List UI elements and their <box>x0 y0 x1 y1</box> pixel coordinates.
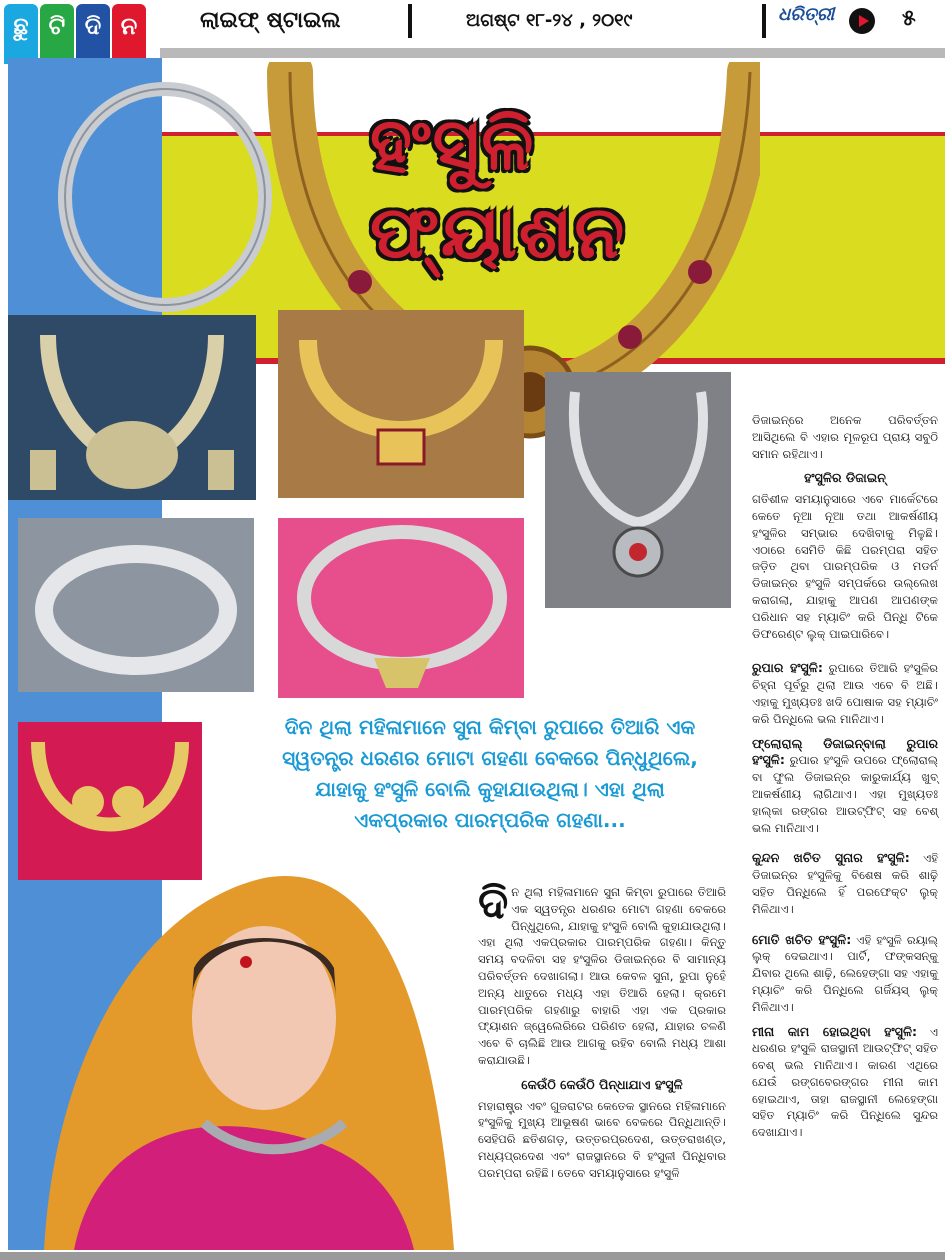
headline: ହଂସୁଳି ଫ୍ୟାଶନ <box>370 101 627 274</box>
section-heading: ହଂସୁଳିର ଡିଜାଇନ୍ <box>804 470 886 486</box>
twisted-silver-hasli-photo <box>545 372 731 608</box>
peacock-hasli-set-photo <box>8 315 256 500</box>
issue-date: ଅଗଷ୍ଟ ୧୮-୨୪ , ୨୦୧୯ <box>466 10 633 31</box>
list-item <box>752 660 938 727</box>
list-item <box>752 850 938 917</box>
model-wearing-hasli-photo <box>14 868 474 1250</box>
item-title: ଫ୍ଲୋରାଲ୍ ଡିଜାଇନ୍‌ବାଲା ରୁପାର ହଂସୁଳି: <box>752 735 938 768</box>
paper-name: ଧରିତ୍ରୀ <box>778 4 835 25</box>
paragraph: ଡିଜାଇନ୍‌ରେ ଅନେକ ପରିବର୍ତ୍ତନ ଆସିଥିଲେ ବି ଏହାର ମୂଳରୂପ ପ୍ରାୟ ସବୁଠି ସମାନ ରହିଥାଏ। <box>752 413 938 461</box>
list-item <box>752 932 938 1016</box>
item-text: ଏ ଧରଣର ହଂସୁଳି ରାଜସ୍ଥାନୀ ଆଉଟ୍‌ଫିଟ୍ ସହିତ ବେଶ୍ ଭଲ ମାନିଥାଏ। କାରଣ ଏଥିରେ ଯେଉଁ ରଙ୍ଗବେରଙ୍ଗର ମୀନା କାମ ହୋଇଥାଏ, ତାହା ରାଜସ୍ଥାନୀ ଲେହେଙ୍ଗା ସହିତ ମ୍ୟାଚିଂ କରି ପିନ୍ଧିଲେ ସୁନ୍ଦର ଦେଖାଯାଏ। <box>752 1024 938 1140</box>
logo-letter: ଦି <box>76 4 110 64</box>
item-title: ରୁପାର ହଂସୁଳି: <box>752 660 823 676</box>
play-icon <box>849 8 875 34</box>
section-name: ଲାଇଫ୍ ଷ୍ଟାଇଲ <box>200 8 341 33</box>
article-body-column <box>478 878 726 1190</box>
logo-letter: ଛୁ <box>4 4 38 64</box>
item-title: ମୀନା କାମ ହୋଇଥିବା ହଂସୁଳି: <box>752 1023 918 1039</box>
masthead-divider <box>408 4 412 38</box>
item-text: ଏହି ହଂସୁଳି ରୟାଲ୍ ଲୁକ୍ ଦେଇଥାଏ। ପାର୍ଟି, ଫଙ୍କସନ୍‌କୁ ଯିବାର ଥିଲେ ଶାଢ଼ି, ଲେହେଙ୍ଗା ସହ ଏହାକୁ ମ୍ୟାଚିଂ କରି ପିନ୍ଧିଲେ ଗର୍ଜିୟସ୍ ଲୁକ୍ ମିଳିଥାଏ। <box>752 932 938 1014</box>
header-rule <box>160 48 945 58</box>
section-heading: କେଉଁଠି କେଉଁଠି ପିନ୍ଧାଯାଏ ହଂସୁଳି <box>521 1076 683 1092</box>
logo-letter: ନ <box>112 4 146 64</box>
article-intro <box>478 878 726 1069</box>
paragraph: ମହାରାଷ୍ଟ୍ର ଏବଂ ଗୁଜରାଟର କେତେକ ସ୍ଥାନରେ ମହିଳାମାନେ ହଂସୁଳିକୁ ମୁଖ୍ୟ ଆଭୂଷଣ ଭାବେ ବେକରେ ପିନ୍ଧିଥାନ୍ତି। ସେହିପରି ଛତିଶଗଡ଼, ଉତ୍ତରପ୍ରଦେଶ, ଉତ୍ତରାଖଣ୍ଡ, ମଧ୍ୟପ୍ରଦେଶ ଏବଂ ରାଜସ୍ଥାନରେ ବି ହଂସୁଳୀ ପିନ୍ଧିବାର ପରମ୍ପରା ରହିଛି। ତେବେ ସମୟାନୁସାରେ ହଂସୁଳି <box>478 1098 726 1180</box>
list-item <box>752 1024 938 1142</box>
drop-cap: ଦି <box>478 878 509 929</box>
newspaper-section-logo <box>4 4 146 64</box>
item-text: ଏହି ଡିଜାଇନ୍‌ର ହଂସୁଳିକୁ ବିଶେଷ କରି ଶାଢ଼ି ସହିତ ପିନ୍ଧିଲେ ହିଁ ପରଫେକ୍ଟ ଲୁକ୍ ମିଳିଥାଏ। <box>752 851 938 916</box>
intro-text: ନ ଥିଲା ମହିଳାମାନେ ସୁନା କିମ୍ବା ରୁପାରେ ତିଆରି ଏକ ସ୍ୱତନ୍ତ୍ର ଧରଣର ମୋଟା ଗହଣା ବେକରେ ପିନ୍ଧୁଥିଲେ, ଯାହାକୁ ହଂସୁଳି ବୋଲି କୁହାଯାଉଥିଲା। ଏହା ଥିଲା ଏକପ୍ରକାର ପାରମ୍ପରିକ ଗହଣା। କିନ୍ତୁ ସମୟ ବଦଳିବା ସହ ହଂସୁଳିର ଡିଜାଇନ୍‌ରେ ବି ସାମାନ୍ୟ ପରିବର୍ତ୍ତନ ଦେଖାଗଲା। ଆଉ କେବଳ ସୁନା, ରୁପା ନୁହେଁ ଅନ୍ୟ ଧାତୁରେ ମଧ୍ୟ ଏହା ତିଆରି ହେଲା। କ୍ରମେ ପାରମ୍ପରିକ ଗହଣାରୁ ବାହାରି ଏହା ଏକ ପ୍ରକାର ଫ୍ୟାଶନ ଜ୍ୱେଲେରିରେ ପରିଣତ ହେଲା, ଯାହାର ଚଳଣି ଏବେ ବି ଚାଲିଛି ଆଉ ଆଗକୁ ରହିବ ବୋଲି ମଧ୍ୟ ଆଶା କରାଯାଉଛି। <box>478 885 726 1067</box>
masthead-divider <box>762 4 766 38</box>
page-number: ୫ <box>902 6 916 31</box>
article-side-column <box>752 412 938 1149</box>
item-title: କୁନ୍ଦନ ଖଚିତ ସୁନାର ହଂସୁଳି: <box>752 850 910 866</box>
kundan-hasli-photo <box>278 310 524 498</box>
hasli-earring-set-photo <box>18 722 202 880</box>
item-title: ମୋତି ଖଚିତ ହଂସୁଳି: <box>752 931 852 947</box>
item-text: ରୁପାରେ ତିଆରି ହଂସୁଳିର ଚିହ୍ନା ପୂର୍ବରୁ ଥିଲା ଆଉ ଏବେ ବି ଅଛି। ଏହାକୁ ମୁଖ୍ୟତଃ ଖଦି ପୋଷାକ ସହ ମ୍ୟାଚିଂ କରି ପିନ୍ଧିଲେ ଭଲ ମାନିଥାଏ। <box>752 661 938 726</box>
paragraph: ଗତିଶୀଳ ସମୟାନୁସାରେ ଏବେ ମାର୍କେଟରେ କେତେ ନୂଆ ନୂଆ ତଥା ଆକର୍ଷଣୀୟ ହଂସୁଳିର ସମ୍ଭାର ଦେଖିବାକୁ ମିଳୁଛି। ଏଠାରେ ସେମିତି କିଛି ପରମ୍ପରା ସହିତ ଜଡ଼ିତ ଥିବା ପାରମ୍ପରିକ ଓ ମଡର୍ନ ଡିଜାଇନ୍‌ର ହଂସୁଳି ସମ୍ପର୍କରେ ଉଲ୍ଲେଖ କରାଗଲା, ଯାହାକୁ ଆପଣ ଆପଣଙ୍କ ପରିଧାନ ସହ ମ୍ୟାଚିଂ କରି ପିନ୍ଧି ଟିକେ ଡିଫରେଣ୍ଟ ଲୁକ୍ ପାଇପାରିବେ। <box>752 492 938 641</box>
footer-rule <box>0 1252 945 1260</box>
list-item <box>752 736 938 837</box>
item-text: ରୁପାର ହଂସୁଳି ଉପରେ ଫ୍ଲୋରାଲ୍ ବା ଫୁଲ ଡିଜାଇନ୍‌ର କାରୁକାର୍ଯ୍ୟ ଖୁବ୍ ଆକର୍ଷଣୀୟ ଲାଗିଥାଏ। ଏହା ମୁଖ୍ୟତଃ ହାଲ୍କା ରଙ୍ଗର ଆଉଟ୍‌ଫିଟ୍ ସହ ବେଶ୍ ଭଲ ମାନିଥାଏ। <box>752 753 938 835</box>
silver-bangle-hasli-photo <box>18 518 254 692</box>
logo-letter: ଟି <box>40 4 74 64</box>
article-callout: ଦିନ ଥିଲା ମହିଳାମାନେ ସୁନା କିମ୍ବା ରୁପାରେ ତିଆରି ଏକ ସ୍ୱତନ୍ତ୍ର ଧରଣର ମୋଟା ଗହଣା ବେକରେ ପିନ୍ଧୁଥିଲେ, ଯାହାକୁ ହଂସୁଳି ବୋଲି କୁହାଯାଉଥିଲା। ଏହା ଥିଲା ଏକପ୍ରକାର ପାରମ୍ପରିକ ଗହଣା... <box>282 715 698 832</box>
silver-hasli-photo <box>30 62 280 312</box>
engraved-hasli-on-pink-photo <box>278 518 524 698</box>
masthead <box>0 0 945 50</box>
